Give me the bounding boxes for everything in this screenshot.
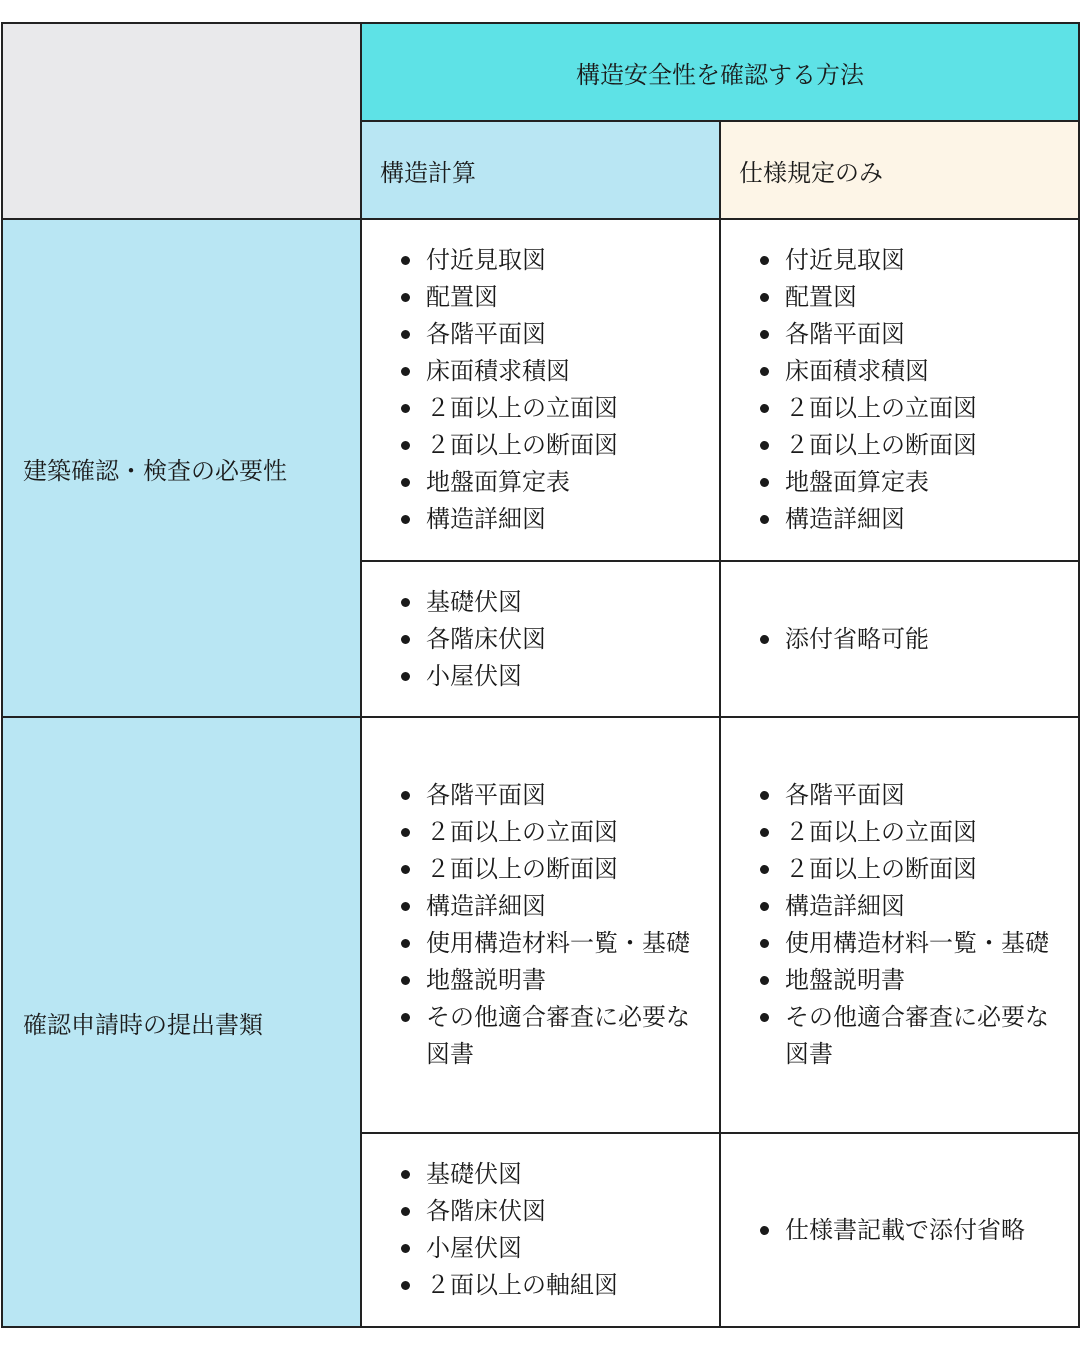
item-list <box>398 584 705 695</box>
list-item: 床面積求積図 <box>757 353 1064 390</box>
list-item: 地盤面算定表 <box>398 464 705 501</box>
cell-submission-calc-main <box>361 717 720 1133</box>
item-list <box>757 777 1064 1073</box>
list-item: ２面以上の断面図 <box>757 427 1064 464</box>
cell-necessity-spec-framing <box>720 561 1079 717</box>
corner-cell <box>2 23 361 219</box>
list-item: 基礎伏図 <box>398 1156 705 1193</box>
list-item: 小屋伏図 <box>398 1230 705 1267</box>
list-item: 床面積求積図 <box>398 353 705 390</box>
item-list <box>398 777 705 1073</box>
list-item: 各階平面図 <box>398 777 705 814</box>
row-header-necessity: 建築確認・検査の必要性 <box>2 219 361 717</box>
list-item: 使用構造材料一覧・基礎 <box>398 925 705 962</box>
list-item: 基礎伏図 <box>398 584 705 621</box>
list-item: 配置図 <box>757 279 1064 316</box>
list-item: 使用構造材料一覧・基礎 <box>757 925 1064 962</box>
cell-submission-spec-framing <box>720 1133 1079 1327</box>
column-header-specification-only: 仕様規定のみ <box>720 121 1079 219</box>
list-item: 各階床伏図 <box>398 621 705 658</box>
cell-necessity-calc-framing <box>361 561 720 717</box>
item-list <box>757 621 1064 658</box>
list-item: 各階平面図 <box>757 316 1064 353</box>
list-item: ２面以上の立面図 <box>398 390 705 427</box>
list-item: 各階床伏図 <box>398 1193 705 1230</box>
item-list <box>398 1156 705 1304</box>
list-item: その他適合審査に必要な図書 <box>757 999 1064 1073</box>
list-item: ２面以上の立面図 <box>398 814 705 851</box>
cell-submission-spec-main <box>720 717 1079 1133</box>
list-item: 付近見取図 <box>757 242 1064 279</box>
list-item: ２面以上の断面図 <box>398 851 705 888</box>
row-header-submission-documents: 確認申請時の提出書類 <box>2 717 361 1327</box>
column-header-structural-calculation: 構造計算 <box>361 121 720 219</box>
method-header: 構造安全性を確認する方法 <box>361 23 1079 121</box>
comparison-table-wrapper <box>1 22 1078 1328</box>
list-item: 仕様書記載で添付省略 <box>757 1212 1064 1249</box>
list-item: ２面以上の断面図 <box>398 427 705 464</box>
list-item: ２面以上の立面図 <box>757 390 1064 427</box>
list-item: 構造詳細図 <box>757 888 1064 925</box>
item-list <box>398 242 705 538</box>
cell-submission-calc-framing <box>361 1133 720 1327</box>
list-item: 構造詳細図 <box>757 501 1064 538</box>
comparison-table <box>1 22 1080 1328</box>
list-item: 構造詳細図 <box>398 501 705 538</box>
list-item: 各階平面図 <box>398 316 705 353</box>
list-item: 地盤面算定表 <box>757 464 1064 501</box>
list-item: 地盤説明書 <box>398 962 705 999</box>
item-list <box>757 242 1064 538</box>
item-list <box>757 1212 1064 1249</box>
list-item: 配置図 <box>398 279 705 316</box>
list-item: その他適合審査に必要な図書 <box>398 999 705 1073</box>
list-item: 構造詳細図 <box>398 888 705 925</box>
cell-necessity-spec-main <box>720 219 1079 561</box>
list-item: ２面以上の立面図 <box>757 814 1064 851</box>
list-item: 小屋伏図 <box>398 658 705 695</box>
list-item: 地盤説明書 <box>757 962 1064 999</box>
cell-necessity-calc-main <box>361 219 720 561</box>
list-item: ２面以上の断面図 <box>757 851 1064 888</box>
list-item: 添付省略可能 <box>757 621 1064 658</box>
list-item: ２面以上の軸組図 <box>398 1267 705 1304</box>
list-item: 各階平面図 <box>757 777 1064 814</box>
list-item: 付近見取図 <box>398 242 705 279</box>
